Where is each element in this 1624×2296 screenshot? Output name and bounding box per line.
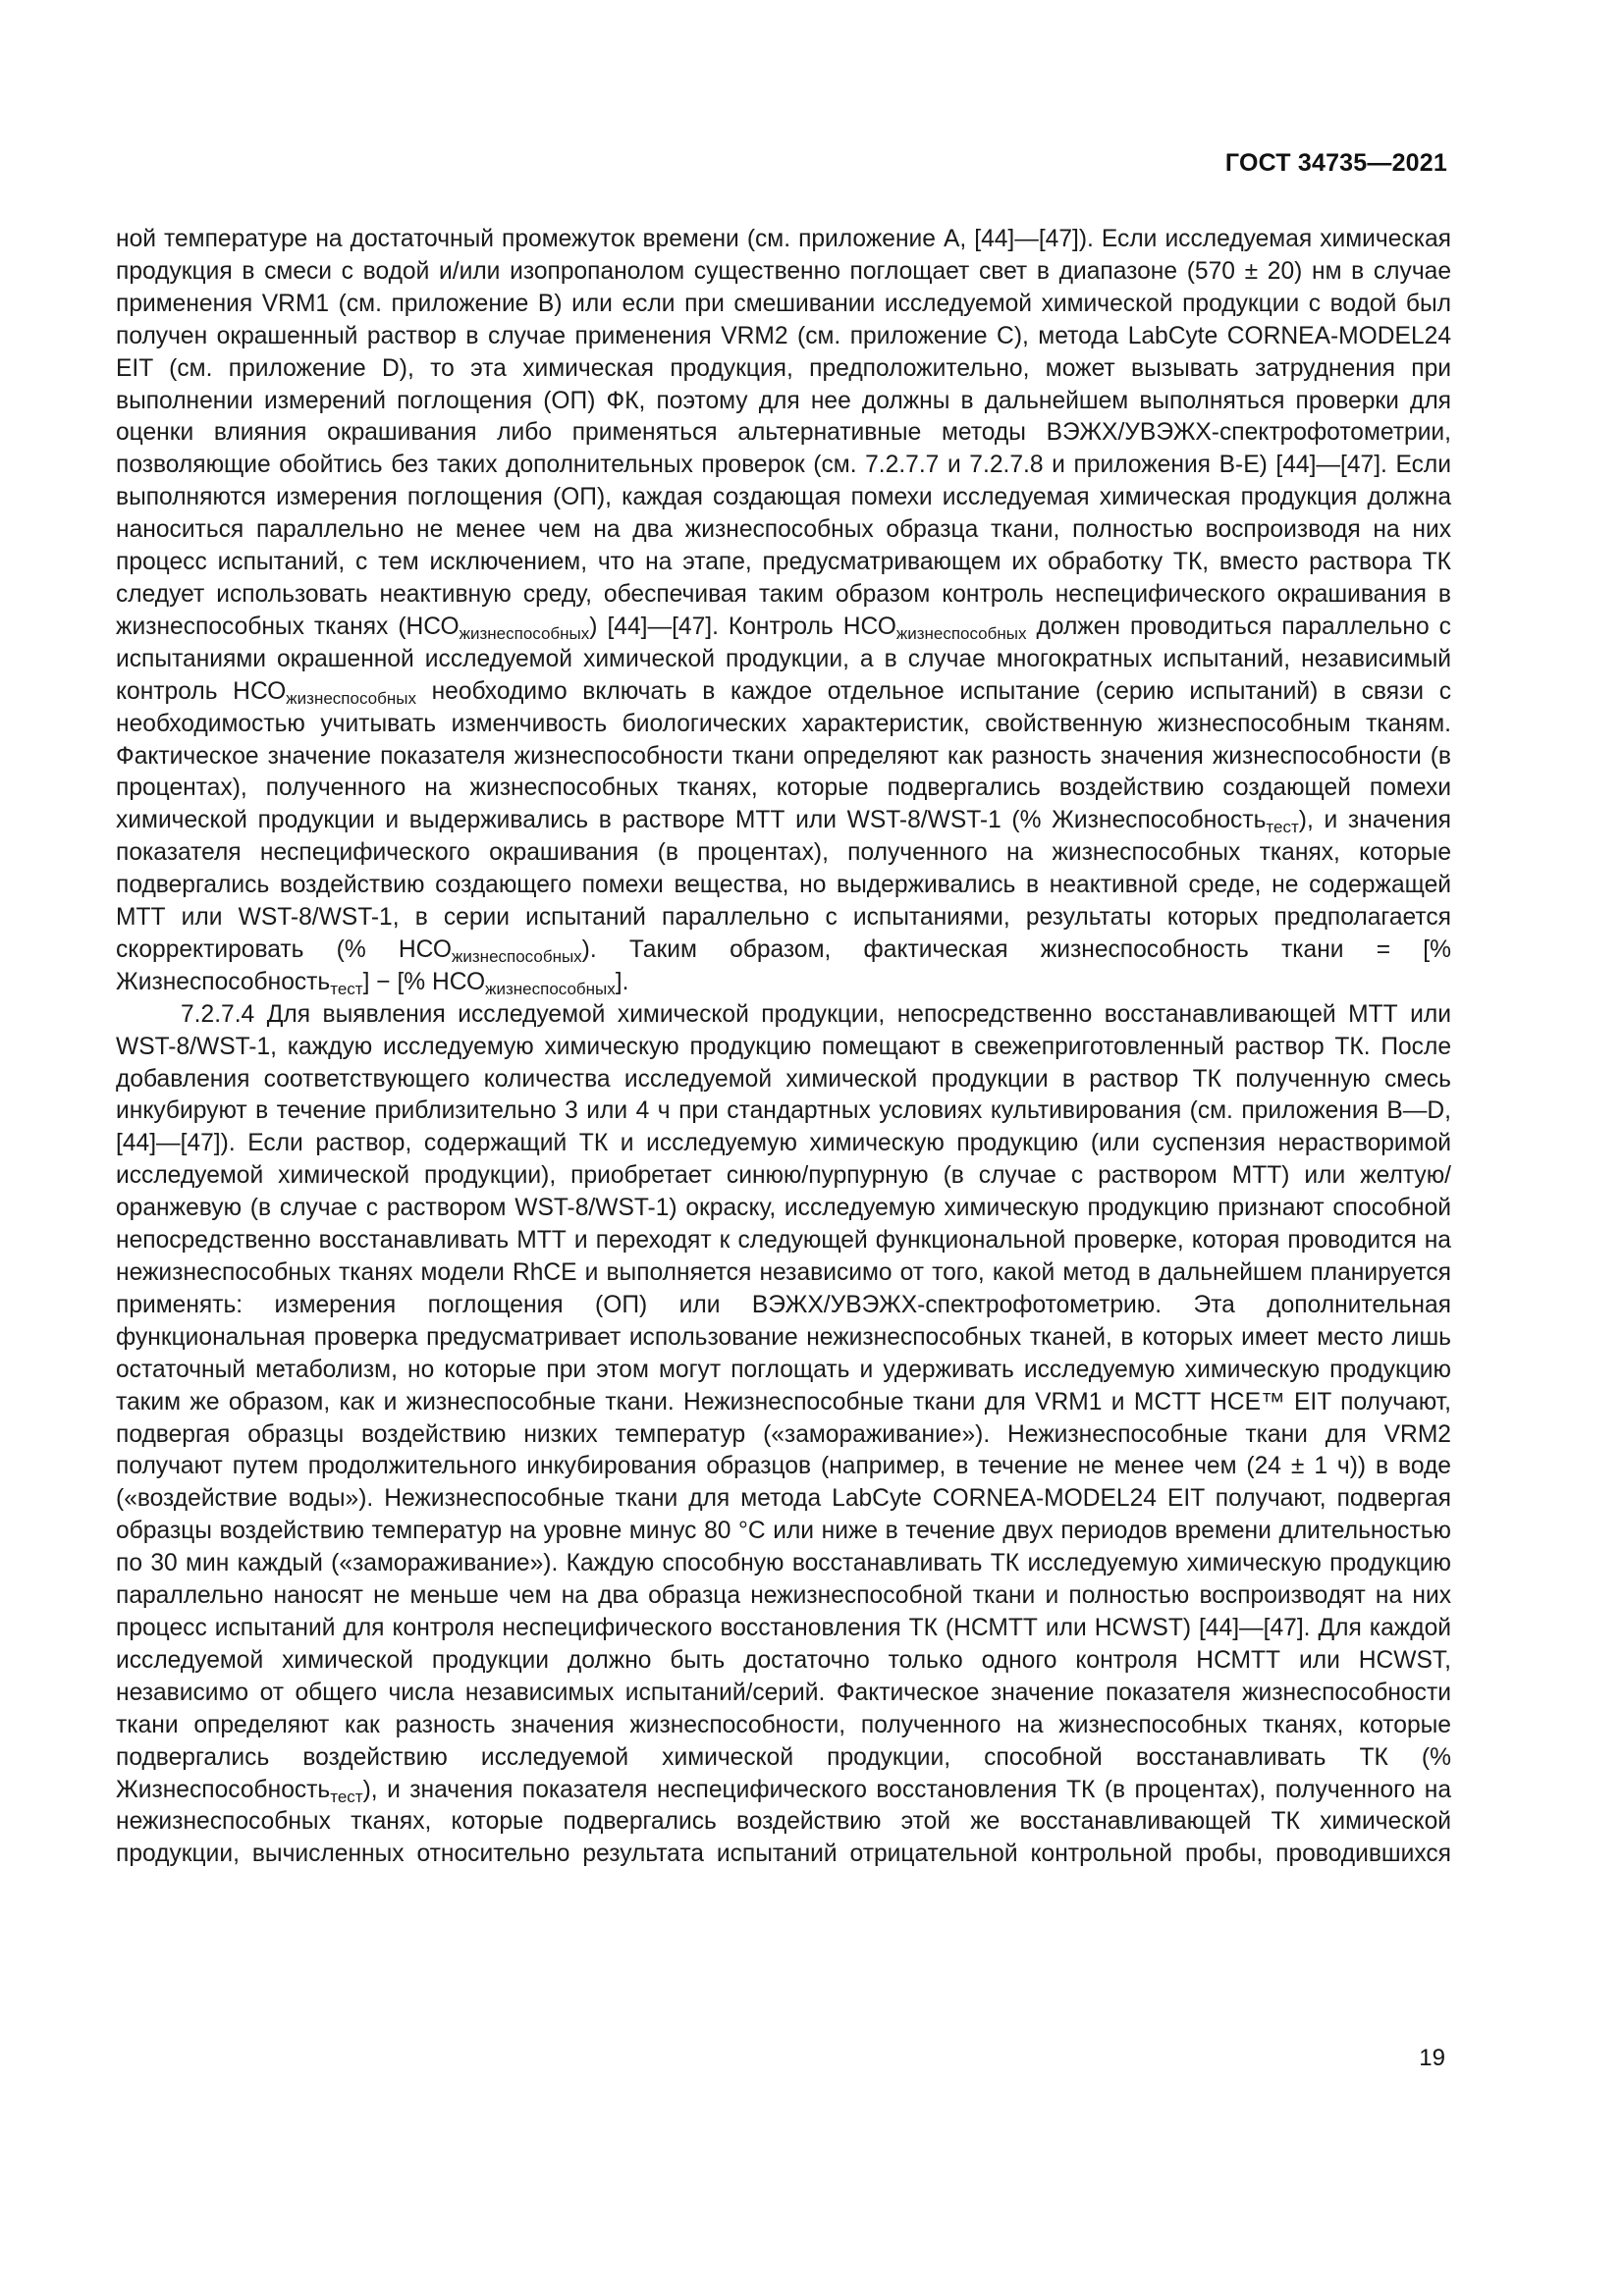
text-run: ) [44]—[47]. Контроль НСО: [589, 613, 896, 640]
page-number: 19: [1419, 2045, 1445, 2071]
text-run: необходимо включать в каждое отдельное испытание (серию испытаний) в связи с необходимостью учитывать изменчивость биологических характеристик, свойственную жизнеспособным тканям. Фактическое значение показателя жизнеспособности ткани определяют как разность значения жизнеспособности (в процентах), полученного на жизнеспособных тканях, которые подвергались воздействию создающей помехи химической продукции и выдерживались в растворе МТТ или WST-8/WST-1 (% Жизнеспособность: [116, 677, 1451, 834]
subscript: тест: [1266, 818, 1299, 837]
document-standard-number: ГОСТ 34735—2021: [1224, 149, 1447, 177]
text-run: ), и значения показателя неспецифического окрашивания (в процентах), полученного на жизнеспособных тканях, которые подвергались воздействию создающего помехи вещества, но выдерживались в неактивной среде, не содержащей МТТ или WST-8/WST-1, в серии испытаний параллельно с испытаниями, результаты которых предполагается скорректировать (% НСО: [116, 807, 1451, 963]
subscript: жизнеспособных: [485, 979, 616, 998]
subscript: жизнеспособных: [452, 946, 582, 966]
paragraph-7-2-7-4: [116, 999, 1451, 1871]
text-run: ] − [% НСО: [362, 968, 486, 995]
subscript: тест: [330, 1787, 363, 1806]
text-run: ), и значения показателя неспецифического восстановления ТК (в процентах), полученного на нежизнеспособных тканях, которые подвергались воздействию этой же восстанавливающей ТК химической продукции, вычисленных относительно результата испытаний отрицательной контрольной пробы, проводившихся: [116, 1776, 1451, 1868]
text-run: ной температуре на достаточный промежуток времени (см. приложение А, [44]—[47]). Если исследуемая химическая продукция в смеси с водой и/или изопропанолом существенно поглощает свет в диапазоне (570 ± 20) нм в случае применения VRM1 (см. приложение В) или если при смешивании исследуемой химической продукции с водой был получен окрашенный раствор в случае применения VRM2 (см. приложение С), метода LabCyte CORNEA-MODEL24 EIT (см. приложение D), то эта химическая продукция, предположительно, может вызывать затруднения при выполнении измерений поглощения (ОП) ФК, поэтому для нее должны в дальнейшем выполняться проверки для оценки влияния окрашивания либо применяться альтернативные методы ВЭЖХ/УВЭЖХ-спектрофотометрии, позволяющие обойтись без таких дополнительных проверок (см. 7.2.7.7 и 7.2.7.8 и приложения В-Е) [44]—[47]. Если выполняются измерения поглощения (ОП), каждая создающая помехи исследуемая химическая продукция должна наноситься параллельно не менее чем на два жизнеспособных образца ткани, полностью воспроизводя на них процесс испытаний, с тем исключением, что на этапе, предусматривающем их обработку ТК, вместо раствора ТК следует использовать неактивную среду, обеспечивая таким образом контроль неспецифического окрашивания в жизнеспособных тканях (НСО: [116, 226, 1451, 640]
paragraph-interference-control: [116, 224, 1451, 999]
text-run: ). Таким образом, фактическая жизнеспособность ткани = [% Жизнеспособность: [116, 935, 1451, 995]
subscript: жизнеспособных: [286, 688, 416, 708]
text-run: ].: [615, 968, 629, 995]
subscript: жизнеспособных: [459, 623, 590, 643]
text-run: должен проводиться параллельно с испытаниями окрашенной исследуемой химической продукции, а в случае многократных испытаний, независимый контроль НСО: [116, 613, 1451, 705]
document-body: [116, 224, 1451, 1871]
subscript: тест: [330, 979, 363, 998]
text-run: 7.2.7.4 Для выявления исследуемой химической продукции, непосредственно восстанавливающей МТТ или WST-8/WST-1, каждую исследуемую химическую продукцию помещают в свежеприготовленный раствор ТК. После добавления соответствующего количества исследуемой химической продукции в раствор ТК полученную смесь инкубируют в течение приблизительно 3 или 4 ч при стандартных условиях культивирования (см. приложения В—D, [44]—[47]). Если раствор, содержащий ТК и исследуемую химическую продукцию (или суспензия нерастворимой исследуемой химической продукции), приобретает синюю/пурпурную (в случае с раствором МТТ) или желтую/оранжевую (в случае с раствором WST-8/WST-1) окраску, исследуемую химическую продукцию признают способной непосредственно восстанавливать МТТ и переходят к следующей функциональной проверке, которая проводится на нежизнеспособных тканях модели RhCE и выполняется независимо от того, какой метод в дальнейшем планируется применять: измерения поглощения (ОП) или ВЭЖХ/УВЭЖХ-спектрофотометрию. Эта дополнительная функциональная проверка предусматривает использование нежизнеспособных тканей, в которых имеет место лишь остаточный метаболизм, но которые при этом могут поглощать и удерживать исследуемую химическую продукцию таким же образом, как и жизнеспособные ткани. Нежизнеспособные ткани для VRM1 и MCTT HCE™ EIT получают, подвергая образцы воздействию низких температур («замораживание»). Нежизнеспособные ткани для VRM2 получают путем продолжительного инкубирования образцов (например, в течение не менее чем (24 ± 1 ч)) в воде («воздействие воды»). Нежизнеспособные ткани для метода LabCyte CORNEA-MODEL24 EIT получают, подвергая образцы воздействию температур на уровне минус 80 °С или ниже в течение двух периодов времени длительностью по 30 мин каждый («замораживание»). Каждую способную восстанавливать ТК исследуемую химическую продукцию параллельно наносят не меньше чем на два образца нежизнеспособной ткани и полностью воспроизводят на них процесс испытаний для контроля неспецифического восстановления ТК (НСМТТ или HCWST) [44]—[47]. Для каждой исследуемой химической продукции должно быть достаточно только одного контроля НСМТТ или HCWST, независимо от общего числа независимых испытаний/серий. Фактическое значение показателя жизнеспособности ткани определяют как разность значения жизнеспособности, полученного на жизнеспособных тканях, которые подвергались воздействию исследуемой химической продукции, способной восстанавливать ТК (% Жизнеспособность: [116, 1000, 1451, 1803]
subscript: жизнеспособных: [895, 623, 1027, 643]
